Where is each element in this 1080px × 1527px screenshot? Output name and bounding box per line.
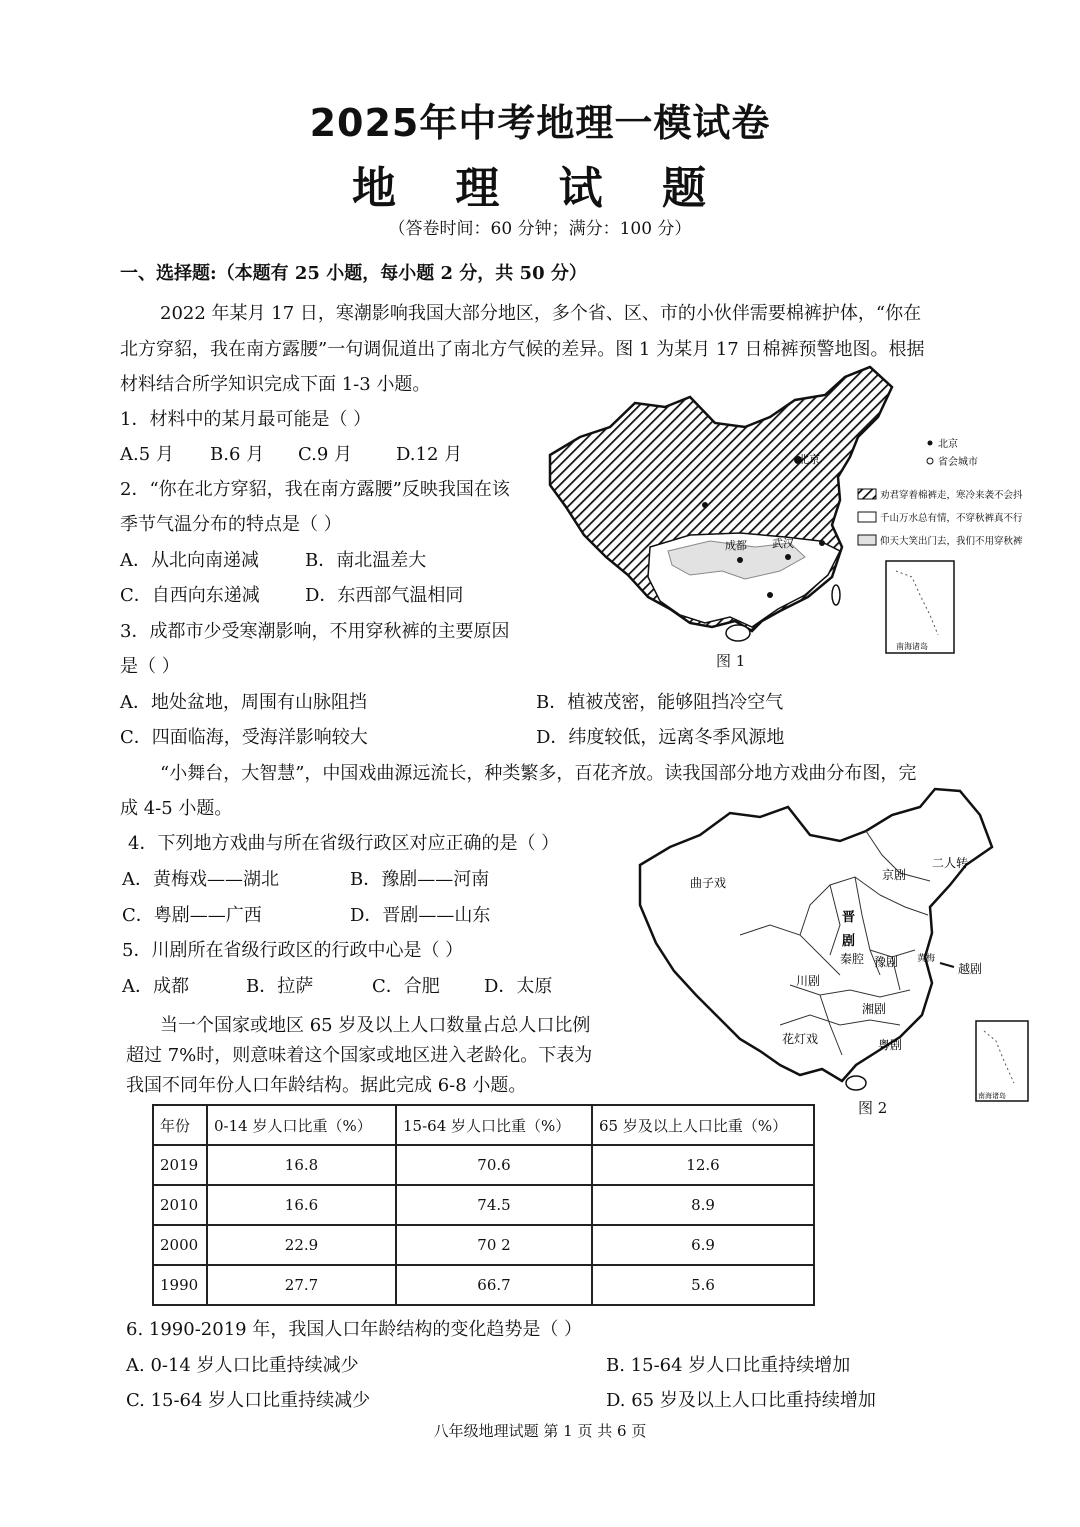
south-sea-inset	[976, 1021, 1028, 1101]
opera-huadeng: 花灯戏	[782, 1032, 819, 1046]
cell-0-14: 16.8	[207, 1145, 396, 1185]
cell-0-14: 22.9	[207, 1225, 396, 1265]
q1-option-d: D.12 月	[396, 444, 463, 465]
opera-yue: 越剧	[958, 962, 983, 976]
q2-stem-line1: 2．“你在北方穿貂，我在南方露腰”反映我国在该	[120, 479, 510, 500]
q3-option-b: B．植被茂密，能够阻挡冷空气	[536, 692, 784, 713]
opera-xiang: 湘剧	[862, 1002, 887, 1016]
table-row	[153, 1265, 814, 1305]
q1-stem: 1．材料中的某月最可能是（ ）	[120, 409, 372, 430]
q4-option-a: A．黄梅戏——湖北	[122, 869, 279, 890]
q3-option-c: C．四面临海，受海洋影响较大	[120, 727, 368, 748]
passage3-line2: 超过 7%时，则意味着这个国家或地区进入老龄化。下表为	[126, 1045, 593, 1066]
opera-qin: 秦腔	[840, 952, 865, 966]
opera-quzi: 曲子戏	[690, 876, 727, 890]
q4-option-d: D．晋剧——山东	[350, 905, 491, 926]
q2-stem-line2: 季节气温分布的特点是（ ）	[120, 514, 342, 535]
cell-15-64: 70.6	[396, 1145, 592, 1185]
q5-option-c: C．合肥	[372, 976, 440, 997]
opera-distribution-map	[630, 785, 1040, 1105]
q1-option-c: C.9 月	[298, 444, 353, 465]
cold-wave-warning-map	[540, 365, 1060, 675]
legend-capital-symbol	[927, 458, 933, 464]
q2-option-a: A．从北向南递减	[120, 550, 259, 571]
opera-chuan: 川剧	[796, 974, 821, 988]
cell-0-14: 27.7	[207, 1265, 396, 1305]
table-header-row	[153, 1105, 814, 1145]
figure2-caption: 图 2	[858, 1099, 888, 1117]
passage3-line1: 当一个国家或地区 65 岁及以上人口数量占总人口比例	[160, 1015, 591, 1036]
map1-chengdu-label: 成都	[725, 539, 747, 552]
cell-year: 2000	[153, 1225, 207, 1265]
legend-hatch-box	[858, 489, 876, 499]
city-dot	[767, 592, 773, 598]
q3-option-a: A．地处盆地，周围有山脉阻挡	[120, 692, 367, 713]
passage2-line1: “小舞台，大智慧”，中国戏曲源远流长，种类繁多，百花齐放。读我国部分地方戏曲分布图，完	[160, 763, 917, 784]
paper-subtitle: 地 理 试 题	[352, 163, 728, 214]
wuhan-dot	[785, 554, 791, 560]
legend-capital: 省会城市	[938, 457, 978, 468]
hainan-island	[846, 1076, 866, 1090]
map1-beijing-label: 北京	[798, 453, 820, 466]
legend-white-box	[858, 512, 876, 522]
cell-65-plus: 6.9	[592, 1225, 814, 1265]
passage1-line3: 材料结合所学知识完成下面 1-3 小题。	[120, 374, 431, 395]
q2-option-b: B．南北温差大	[305, 550, 427, 571]
passage3-line3: 我国不同年份人口年龄结构。据此完成 6-8 小题。	[126, 1075, 527, 1096]
q6-option-a: A. 0-14 岁人口比重持续减少	[126, 1355, 359, 1376]
passage1-line1: 2022 年某月 17 日，寒潮影响我国大部分地区，多个省、区、市的小伙伴需要棉裤护体，“你在	[160, 303, 922, 324]
opera-jin-char1: 晋	[842, 910, 856, 925]
q1-option-b: B.6 月	[210, 444, 265, 465]
legend-grey-box	[858, 535, 876, 545]
q3-stem-line2: 是（ ）	[120, 656, 180, 677]
city-dot	[819, 540, 825, 546]
q5-option-a: A．成都	[122, 976, 189, 997]
opera-yu: 豫剧	[874, 955, 899, 969]
cell-year: 1990	[153, 1265, 207, 1305]
q5-option-d: D．太原	[484, 976, 553, 997]
q4-stem: 4．下列地方戏曲与所在省级行政区对应正确的是（ ）	[128, 833, 560, 854]
q1-option-a: A.5 月	[120, 444, 174, 465]
q3-option-d: D．纬度较低，远离冬季风源地	[536, 727, 785, 748]
table-row	[153, 1145, 814, 1185]
header-15-64: 15-64 岁人口比重（%）	[396, 1105, 592, 1145]
cell-15-64: 70 2	[396, 1225, 592, 1265]
hainan-island	[726, 625, 750, 641]
legend-beijing-symbol	[928, 441, 933, 446]
map1-inset-label: 南海诸岛	[896, 642, 928, 651]
cell-0-14: 16.6	[207, 1185, 396, 1225]
cell-65-plus: 5.6	[592, 1265, 814, 1305]
opera-huang: 黄梅	[917, 954, 936, 964]
q6-option-b: B. 15-64 岁人口比重持续增加	[606, 1355, 851, 1376]
cell-year: 2010	[153, 1185, 207, 1225]
header-65-plus: 65 岁及以上人口比重（%）	[592, 1105, 814, 1145]
table-row	[153, 1185, 814, 1225]
passage2-line2: 成 4-5 小题。	[120, 798, 233, 819]
map1-wuhan-label: 武汉	[772, 537, 794, 550]
city-dot	[702, 502, 708, 508]
q6-option-d: D. 65 岁及以上人口比重持续增加	[606, 1390, 876, 1411]
legend-item-3: 仰天大笑出门去，我们不用穿秋裤	[880, 536, 1023, 547]
legend-beijing: 北京	[938, 439, 958, 450]
q5-stem: 5．川剧所在省级行政区的行政中心是（ ）	[122, 940, 464, 961]
q3-stem-line1: 3．成都市少受寒潮影响，不用穿秋裤的主要原因	[120, 621, 510, 642]
chengdu-dot	[737, 557, 743, 563]
q4-option-b: B．豫剧——河南	[350, 869, 490, 890]
yue-opera-arrow	[940, 963, 954, 967]
section-heading: 一、选择题:（本题有 25 小题，每小题 2 分，共 50 分）	[120, 263, 587, 284]
map2-inset-label: 南海诸岛	[978, 1092, 1006, 1100]
legend-item-2: 千山万水总有情，不穿秋裤真不行	[880, 513, 1023, 524]
q5-option-b: B．拉萨	[246, 976, 314, 997]
header-year: 年份	[153, 1105, 207, 1145]
table-row	[153, 1225, 814, 1265]
figure1-caption: 图 1	[716, 652, 746, 670]
q6-stem: 6. 1990-2019 年，我国人口年龄结构的变化趋势是（ ）	[126, 1319, 583, 1340]
exam-title: 2025年中考地理一模试卷	[309, 101, 771, 145]
opera-errenzhuan: 二人转	[932, 856, 969, 870]
q2-option-d: D．东西部气温相同	[305, 585, 464, 606]
cell-15-64: 74.5	[396, 1185, 592, 1225]
legend-item-1: 劝君穿着棉裤走，寒冷来袭不会抖	[880, 490, 1023, 501]
q4-option-c: C．粤剧——广西	[122, 905, 262, 926]
taiwan-island	[832, 585, 840, 605]
cell-65-plus: 12.6	[592, 1145, 814, 1185]
passage1-line2: 北方穿貂，我在南方露腰”一句调侃道出了南北方气候的差异。图 1 为某月 17 日棉裤预警地图。根据	[120, 339, 925, 360]
cell-15-64: 66.7	[396, 1265, 592, 1305]
opera-yue-cantonese: 粤剧	[878, 1038, 903, 1052]
exam-info: （答卷时间：60 分钟；满分：100 分）	[388, 219, 692, 239]
page-footer: 八年级地理试题 第 1 页 共 6 页	[433, 1422, 647, 1440]
q2-option-c: C．自西向东递减	[120, 585, 260, 606]
q6-option-c: C. 15-64 岁人口比重持续减少	[126, 1390, 371, 1411]
header-0-14: 0-14 岁人口比重（%）	[207, 1105, 396, 1145]
cell-65-plus: 8.9	[592, 1185, 814, 1225]
population-structure-table	[152, 1104, 815, 1306]
opera-jin-char2: 剧	[842, 934, 856, 949]
cell-year: 2019	[153, 1145, 207, 1185]
south-sea-inset	[886, 561, 954, 653]
opera-jing: 京剧	[882, 868, 907, 882]
